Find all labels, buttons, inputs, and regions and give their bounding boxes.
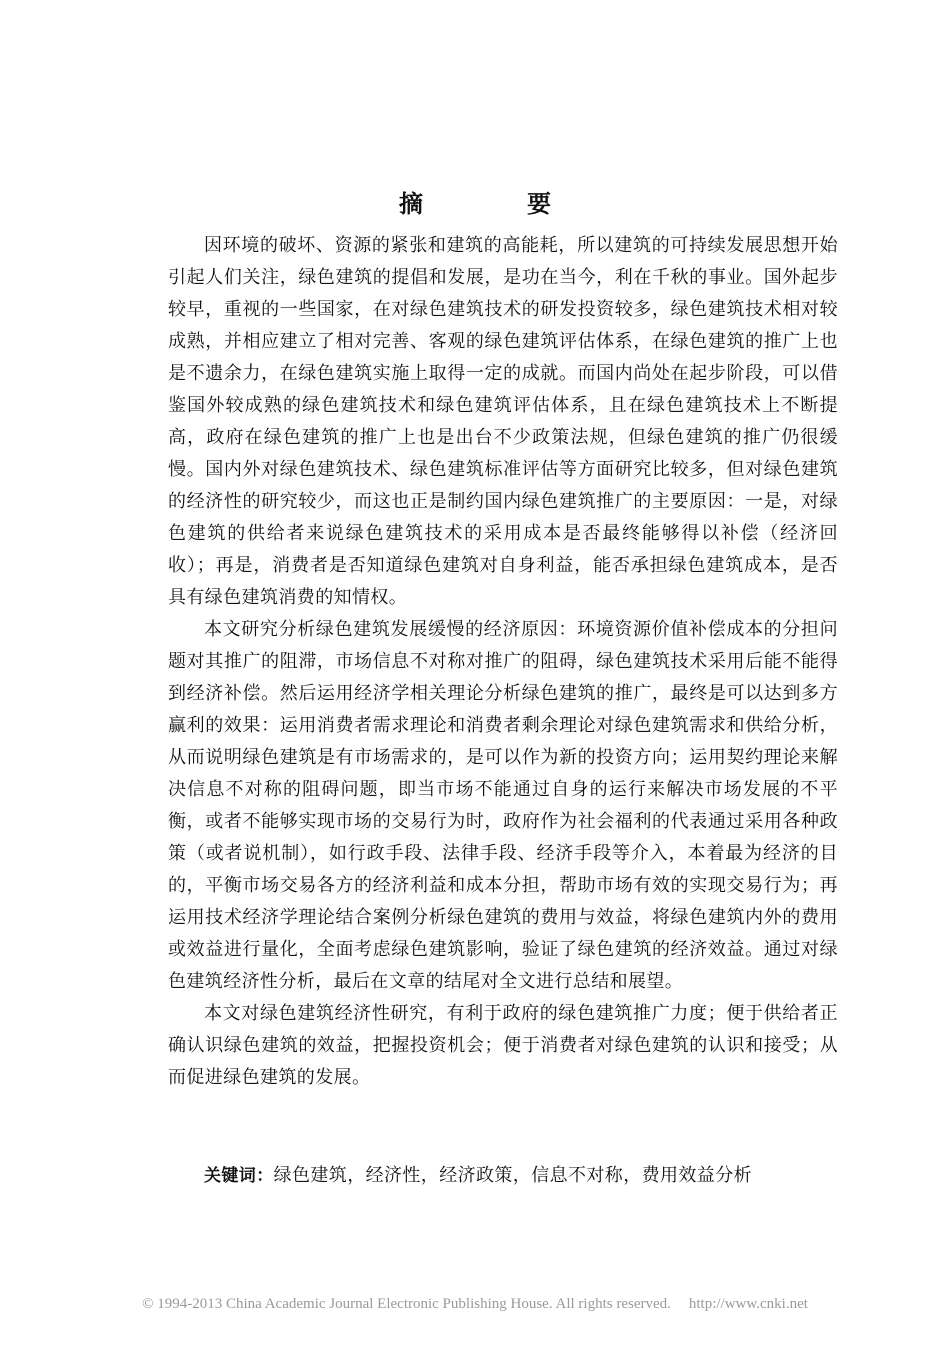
page-title-text: 摘 要: [399, 189, 591, 219]
abstract-paragraph-2: 本文研究分析绿色建筑发展缓慢的经济原因：环境资源价值补偿成本的分担问题对其推广的阻滞，市场信息不对称对推广的阻碍，绿色建筑技术采用后能不能得到经济补偿。然后运用经济学相关理论分析绿色建筑的推广，最终是可以达到多方赢利的效果：运用消费者需求理论和消费者剩余理论对绿色建筑需求和供给分析，从而说明绿色建筑是有市场需求的，是可以作为新的投资方向；运用契约理论来解决信息不对称的阻碍问题，即当市场不能通过自身的运行来解决市场发展的不平衡，或者不能够实现市场的交易行为时，政府作为社会福利的代表通过采用各种政策（或者说机制），如行政手段、法律手段、经济手段等介入，本着最为经济的目的，平衡市场交易各方的经济利益和成本分担，帮助市场有效的实现交易行为；再运用技术经济学理论结合案例分析绿色建筑的费用与效益，将绿色建筑内外的费用或效益进行量化，全面考虑绿色建筑影响，验证了绿色建筑的经济效益。通过对绿色建筑经济性分析，最后在文章的结尾对全文进行总结和展望。: [168, 619, 838, 992]
footer-url-link[interactable]: http://www.cnki.net: [688, 1296, 808, 1312]
copyright-footer: [0, 1296, 950, 1313]
abstract-paragraph-3: 本文对绿色建筑经济性研究，有利于政府的绿色建筑推广力度；便于供给者正确认识绿色建筑的效益，把握投资机会；便于消费者对绿色建筑的认识和接受；从而促进绿色建筑的发展。: [168, 1003, 838, 1088]
keywords-line: [204, 1162, 844, 1190]
page-title: [0, 184, 950, 219]
abstract-paragraph-1: 因环境的破坏、资源的紧张和建筑的高能耗，所以建筑的可持续发展思想开始引起人们关注，绿色建筑的提倡和发展，是功在当今，利在千秋的事业。国外起步较早，重视的一些国家，在对绿色建筑技术的研发投资较多，绿色建筑技术相对较成熟，并相应建立了相对完善、客观的绿色建筑评估体系，在绿色建筑的推广上也是不遗余力，在绿色建筑实施上取得一定的成就。而国内尚处在起步阶段，可以借鉴国外较成熟的绿色建筑技术和绿色建筑评估体系，且在绿色建筑技术上不断提高，政府在绿色建筑的推广上也是出台不少政策法规，但绿色建筑的推广仍很缓慢。国内外对绿色建筑技术、绿色建筑标准评估等方面研究比较多，但对绿色建筑的经济性的研究较少，而这也正是制约国内绿色建筑推广的主要原因：一是，对绿色建筑的供给者来说绿色建筑技术的采用成本是否最终能够得以补偿（经济回收）；再是，消费者是否知道绿色建筑对自身利益，能否承担绿色建筑成本，是否具有绿色建筑消费的知情权。: [168, 235, 838, 608]
abstract-body: [168, 230, 838, 1094]
keywords-label: 关键词：: [204, 1166, 274, 1186]
copyright-text: © 1994-2013 China Academic Journal Electronic Publishing House. All rights reserved.: [142, 1296, 671, 1312]
keywords-text: 绿色建筑，经济性，经济政策，信息不对称，费用效益分析: [273, 1165, 753, 1186]
